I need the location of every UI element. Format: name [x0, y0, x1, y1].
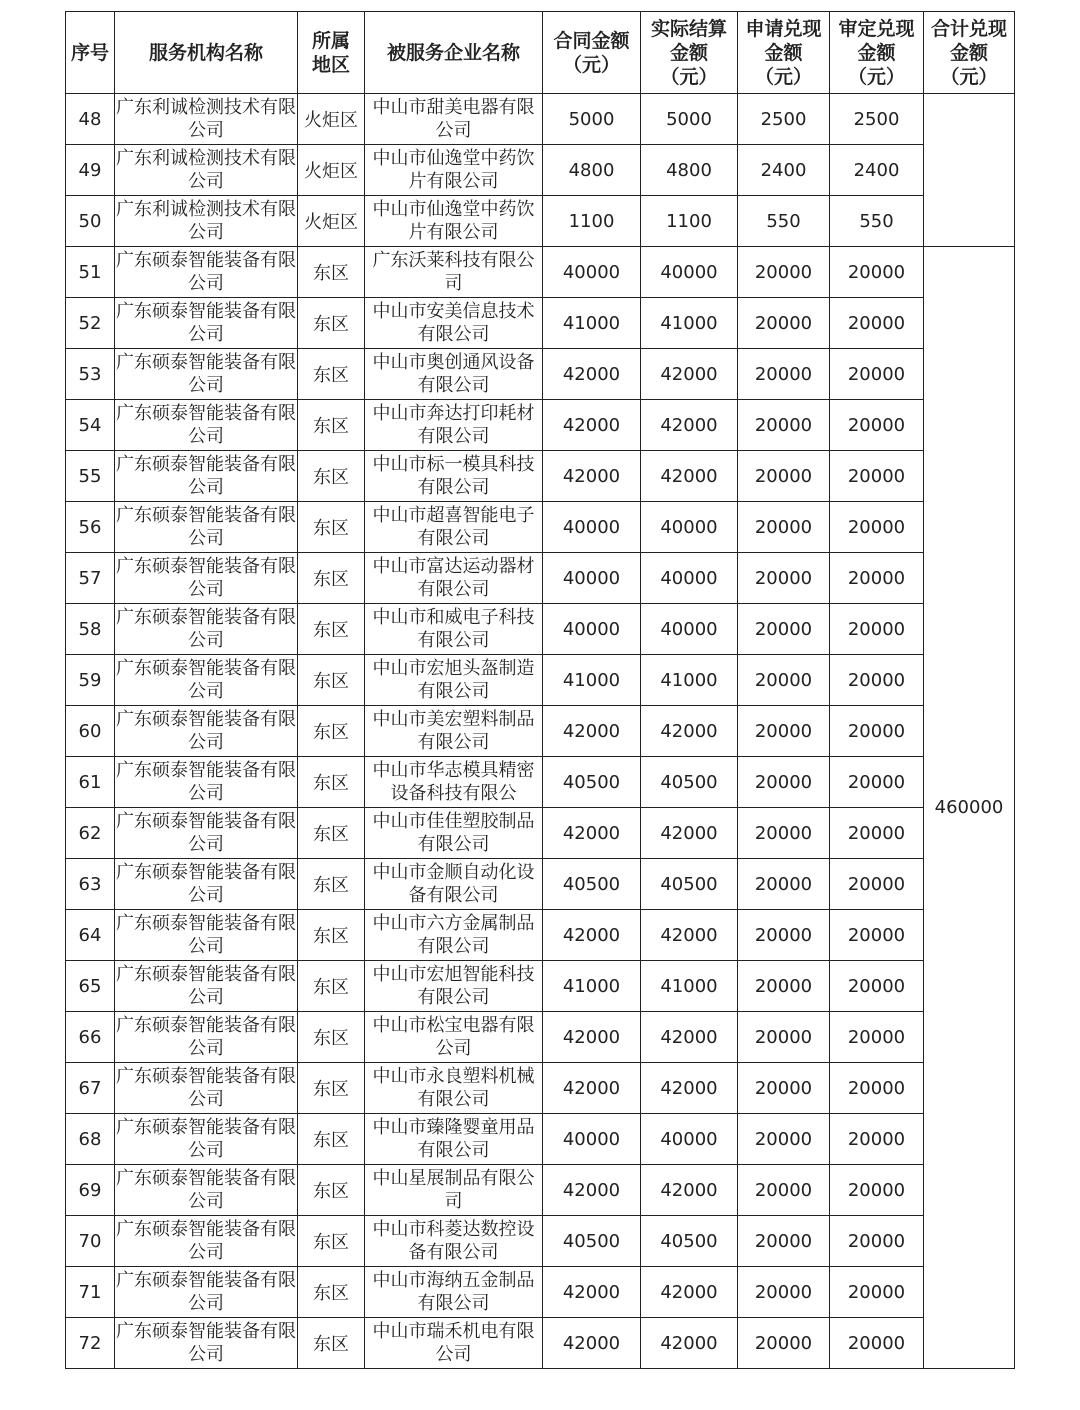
cell-seq: 50: [66, 196, 115, 247]
cell-contract: 42000: [543, 400, 641, 451]
cell-applied: 20000: [738, 1318, 830, 1369]
cell-applied: 2500: [738, 94, 830, 145]
cell-region: 东区: [298, 859, 365, 910]
cell-seq: 62: [66, 808, 115, 859]
table-row: [66, 94, 1015, 145]
cell-region: 东区: [298, 553, 365, 604]
cell-contract: 40000: [543, 604, 641, 655]
cell-seq: 56: [66, 502, 115, 553]
cell-region: 东区: [298, 502, 365, 553]
cell-seq: 54: [66, 400, 115, 451]
cell-company: 中山市六方金属制品有限公司: [365, 910, 543, 961]
table-row: [66, 196, 1015, 247]
cell-contract: 41000: [543, 961, 641, 1012]
cell-contract: 1100: [543, 196, 641, 247]
cell-company: 中山市富达运动器材有限公司: [365, 553, 543, 604]
cell-applied: 20000: [738, 1012, 830, 1063]
cell-agency: 广东硕泰智能装备有限公司: [115, 706, 298, 757]
cell-settled: 41000: [641, 298, 738, 349]
cell-region: 火炬区: [298, 196, 365, 247]
cell-approved: 20000: [830, 910, 924, 961]
cell-applied: 20000: [738, 451, 830, 502]
cell-approved: 20000: [830, 1165, 924, 1216]
cell-settled: 40000: [641, 502, 738, 553]
table-row: [66, 655, 1015, 706]
cell-agency: 广东利诚检测技术有限公司: [115, 196, 298, 247]
cell-agency: 广东硕泰智能装备有限公司: [115, 604, 298, 655]
cell-settled: 40500: [641, 1216, 738, 1267]
cell-seq: 69: [66, 1165, 115, 1216]
cell-applied: 20000: [738, 1216, 830, 1267]
cell-applied: 20000: [738, 502, 830, 553]
cell-agency: 广东硕泰智能装备有限公司: [115, 400, 298, 451]
cell-settled: 1100: [641, 196, 738, 247]
cell-applied: 20000: [738, 808, 830, 859]
cell-agency: 广东硕泰智能装备有限公司: [115, 859, 298, 910]
cell-applied: 20000: [738, 553, 830, 604]
cell-settled: 42000: [641, 400, 738, 451]
cell-approved: 2400: [830, 145, 924, 196]
cell-applied: 20000: [738, 1063, 830, 1114]
header-seq: 序号: [66, 12, 115, 94]
cell-region: 东区: [298, 1267, 365, 1318]
table-row: [66, 247, 1015, 298]
cell-settled: 42000: [641, 451, 738, 502]
cell-contract: 40500: [543, 757, 641, 808]
cell-approved: 20000: [830, 604, 924, 655]
header-total: 合计兑现 金额 （元）: [924, 12, 1015, 94]
cell-seq: 70: [66, 1216, 115, 1267]
cell-agency: 广东硕泰智能装备有限公司: [115, 1165, 298, 1216]
cell-agency: 广东硕泰智能装备有限公司: [115, 1063, 298, 1114]
cell-region: 东区: [298, 451, 365, 502]
cell-agency: 广东硕泰智能装备有限公司: [115, 910, 298, 961]
cell-seq: 49: [66, 145, 115, 196]
cell-approved: 20000: [830, 553, 924, 604]
cell-agency: 广东利诚检测技术有限公司: [115, 145, 298, 196]
table-row: [66, 1063, 1015, 1114]
cell-seq: 63: [66, 859, 115, 910]
cell-company: 中山市金顺自动化设备有限公司: [365, 859, 543, 910]
cell-approved: 550: [830, 196, 924, 247]
cell-settled: 42000: [641, 910, 738, 961]
cell-seq: 64: [66, 910, 115, 961]
table-row: [66, 1267, 1015, 1318]
cell-applied: 20000: [738, 655, 830, 706]
cell-contract: 42000: [543, 1267, 641, 1318]
cell-contract: 4800: [543, 145, 641, 196]
cell-approved: 20000: [830, 1012, 924, 1063]
cell-region: 东区: [298, 961, 365, 1012]
cell-company: 中山市宏旭头盔制造有限公司: [365, 655, 543, 706]
cell-company: 中山市永良塑料机械有限公司: [365, 1063, 543, 1114]
cell-approved: 20000: [830, 1267, 924, 1318]
cell-region: 东区: [298, 400, 365, 451]
cell-agency: 广东硕泰智能装备有限公司: [115, 451, 298, 502]
cell-settled: 41000: [641, 961, 738, 1012]
table-row: [66, 349, 1015, 400]
cell-region: 东区: [298, 1165, 365, 1216]
table-row: [66, 1114, 1015, 1165]
cell-seq: 65: [66, 961, 115, 1012]
cell-contract: 42000: [543, 1063, 641, 1114]
cell-company: 中山市奔达打印耗材有限公司: [365, 400, 543, 451]
cell-region: 东区: [298, 808, 365, 859]
cell-seq: 55: [66, 451, 115, 502]
cell-applied: 20000: [738, 349, 830, 400]
cell-company: 中山星展制品有限公司: [365, 1165, 543, 1216]
cell-settled: 42000: [641, 1012, 738, 1063]
cell-company: 中山市佳佳塑胶制品有限公司: [365, 808, 543, 859]
cell-seq: 59: [66, 655, 115, 706]
cell-applied: 20000: [738, 859, 830, 910]
cell-settled: 40500: [641, 859, 738, 910]
cell-settled: 42000: [641, 1318, 738, 1369]
cell-company: 中山市和威电子科技有限公司: [365, 604, 543, 655]
header-applied: 申请兑现 金额 （元）: [738, 12, 830, 94]
table-row: [66, 1012, 1015, 1063]
table-row: [66, 1318, 1015, 1369]
cell-company: 中山市仙逸堂中药饮片有限公司: [365, 196, 543, 247]
cell-settled: 42000: [641, 706, 738, 757]
cell-region: 火炬区: [298, 94, 365, 145]
header-approved: 审定兑现 金额 （元）: [830, 12, 924, 94]
cell-approved: 20000: [830, 247, 924, 298]
cell-seq: 67: [66, 1063, 115, 1114]
cell-company: 中山市安美信息技术有限公司: [365, 298, 543, 349]
cell-region: 东区: [298, 1012, 365, 1063]
cell-region: 东区: [298, 604, 365, 655]
cell-company: 中山市超喜智能电子有限公司: [365, 502, 543, 553]
cell-settled: 40000: [641, 247, 738, 298]
cell-company: 中山市美宏塑料制品有限公司: [365, 706, 543, 757]
cell-approved: 20000: [830, 859, 924, 910]
cell-approved: 20000: [830, 808, 924, 859]
cell-seq: 66: [66, 1012, 115, 1063]
cell-contract: 42000: [543, 1318, 641, 1369]
cell-approved: 20000: [830, 961, 924, 1012]
cell-seq: 72: [66, 1318, 115, 1369]
cell-total-group-a: [924, 94, 1015, 247]
cell-approved: 2500: [830, 94, 924, 145]
cell-settled: 42000: [641, 1267, 738, 1318]
cell-seq: 52: [66, 298, 115, 349]
cell-seq: 68: [66, 1114, 115, 1165]
cell-company: 中山市海纳五金制品有限公司: [365, 1267, 543, 1318]
cell-contract: 40000: [543, 502, 641, 553]
cell-settled: 40000: [641, 553, 738, 604]
cell-contract: 42000: [543, 910, 641, 961]
cell-settled: 42000: [641, 349, 738, 400]
cell-applied: 20000: [738, 604, 830, 655]
cell-applied: 20000: [738, 247, 830, 298]
cell-approved: 20000: [830, 298, 924, 349]
cell-agency: 广东硕泰智能装备有限公司: [115, 1216, 298, 1267]
cell-company: 中山市松宝电器有限公司: [365, 1012, 543, 1063]
cell-agency: 广东硕泰智能装备有限公司: [115, 808, 298, 859]
cell-applied: 20000: [738, 298, 830, 349]
cell-seq: 58: [66, 604, 115, 655]
cell-company: 广东沃莱科技有限公司: [365, 247, 543, 298]
cell-contract: 40000: [543, 1114, 641, 1165]
cell-contract: 42000: [543, 1012, 641, 1063]
cell-approved: 20000: [830, 451, 924, 502]
cell-seq: 57: [66, 553, 115, 604]
header-company: 被服务企业名称: [365, 12, 543, 94]
cell-applied: 2400: [738, 145, 830, 196]
table-body: [66, 94, 1015, 1369]
cell-region: 东区: [298, 655, 365, 706]
cell-region: 东区: [298, 1216, 365, 1267]
cell-region: 东区: [298, 1063, 365, 1114]
cell-agency: 广东硕泰智能装备有限公司: [115, 1114, 298, 1165]
cell-applied: 20000: [738, 757, 830, 808]
cell-region: 东区: [298, 349, 365, 400]
table-row: [66, 808, 1015, 859]
cell-company: 中山市科菱达数控设备有限公司: [365, 1216, 543, 1267]
cell-company: 中山市奥创通风设备有限公司: [365, 349, 543, 400]
cell-company: 中山市仙逸堂中药饮片有限公司: [365, 145, 543, 196]
cell-region: 火炬区: [298, 145, 365, 196]
cell-agency: 广东硕泰智能装备有限公司: [115, 961, 298, 1012]
cell-applied: 20000: [738, 400, 830, 451]
cell-region: 东区: [298, 910, 365, 961]
cell-region: 东区: [298, 1114, 365, 1165]
table-row: [66, 145, 1015, 196]
cell-seq: 61: [66, 757, 115, 808]
cell-agency: 广东硕泰智能装备有限公司: [115, 553, 298, 604]
cell-contract: 42000: [543, 451, 641, 502]
cell-applied: 20000: [738, 910, 830, 961]
cell-approved: 20000: [830, 1114, 924, 1165]
table-row: [66, 553, 1015, 604]
cell-applied: 20000: [738, 1114, 830, 1165]
header-settled: 实际结算 金额 （元）: [641, 12, 738, 94]
cell-company: 中山市臻隆婴童用品有限公司: [365, 1114, 543, 1165]
cell-agency: 广东硕泰智能装备有限公司: [115, 1318, 298, 1369]
cell-seq: 48: [66, 94, 115, 145]
cell-approved: 20000: [830, 400, 924, 451]
cell-settled: 41000: [641, 655, 738, 706]
cell-agency: 广东硕泰智能装备有限公司: [115, 349, 298, 400]
cell-seq: 53: [66, 349, 115, 400]
cell-company: 中山市甜美电器有限公司: [365, 94, 543, 145]
cell-contract: 40000: [543, 553, 641, 604]
cell-applied: 20000: [738, 1267, 830, 1318]
cell-applied: 20000: [738, 961, 830, 1012]
table-row: [66, 502, 1015, 553]
header-agency: 服务机构名称: [115, 12, 298, 94]
cell-approved: 20000: [830, 349, 924, 400]
cell-agency: 广东硕泰智能装备有限公司: [115, 298, 298, 349]
cell-contract: 5000: [543, 94, 641, 145]
table-row: [66, 1165, 1015, 1216]
cell-company: 中山市华志模具精密设备科技有限公: [365, 757, 543, 808]
cell-approved: 20000: [830, 706, 924, 757]
cell-region: 东区: [298, 1318, 365, 1369]
subsidy-table: [65, 11, 1015, 1369]
cell-seq: 51: [66, 247, 115, 298]
cell-approved: 20000: [830, 1216, 924, 1267]
cell-contract: 40500: [543, 859, 641, 910]
cell-settled: 42000: [641, 808, 738, 859]
cell-approved: 20000: [830, 1063, 924, 1114]
cell-applied: 20000: [738, 706, 830, 757]
table-row: [66, 706, 1015, 757]
table-row: [66, 298, 1015, 349]
cell-total-group-b: 460000: [924, 247, 1015, 1369]
cell-company: 中山市瑞禾机电有限公司: [365, 1318, 543, 1369]
header-contract: 合同金额 （元）: [543, 12, 641, 94]
cell-company: 中山市宏旭智能科技有限公司: [365, 961, 543, 1012]
cell-settled: 42000: [641, 1165, 738, 1216]
cell-contract: 42000: [543, 1165, 641, 1216]
cell-region: 东区: [298, 298, 365, 349]
cell-agency: 广东硕泰智能装备有限公司: [115, 1267, 298, 1318]
cell-applied: 20000: [738, 1165, 830, 1216]
cell-approved: 20000: [830, 502, 924, 553]
table-row: [66, 1216, 1015, 1267]
cell-approved: 20000: [830, 757, 924, 808]
cell-contract: 41000: [543, 298, 641, 349]
cell-seq: 60: [66, 706, 115, 757]
cell-settled: 5000: [641, 94, 738, 145]
cell-contract: 42000: [543, 349, 641, 400]
cell-approved: 20000: [830, 655, 924, 706]
table-row: [66, 961, 1015, 1012]
cell-agency: 广东硕泰智能装备有限公司: [115, 757, 298, 808]
cell-agency: 广东硕泰智能装备有限公司: [115, 502, 298, 553]
cell-approved: 20000: [830, 1318, 924, 1369]
cell-seq: 71: [66, 1267, 115, 1318]
cell-settled: 40000: [641, 604, 738, 655]
cell-region: 东区: [298, 247, 365, 298]
table-row: [66, 859, 1015, 910]
cell-region: 东区: [298, 757, 365, 808]
table-row: [66, 910, 1015, 961]
cell-contract: 40500: [543, 1216, 641, 1267]
cell-settled: 4800: [641, 145, 738, 196]
cell-contract: 42000: [543, 706, 641, 757]
cell-region: 东区: [298, 706, 365, 757]
cell-company: 中山市标一模具科技有限公司: [365, 451, 543, 502]
cell-settled: 42000: [641, 1063, 738, 1114]
cell-settled: 40500: [641, 757, 738, 808]
table-row: [66, 757, 1015, 808]
header-row: [66, 12, 1015, 94]
cell-agency: 广东硕泰智能装备有限公司: [115, 655, 298, 706]
table-row: [66, 451, 1015, 502]
cell-contract: 40000: [543, 247, 641, 298]
cell-agency: 广东硕泰智能装备有限公司: [115, 1012, 298, 1063]
table-row: [66, 400, 1015, 451]
cell-agency: 广东利诚检测技术有限公司: [115, 94, 298, 145]
cell-contract: 42000: [543, 808, 641, 859]
cell-settled: 40000: [641, 1114, 738, 1165]
cell-applied: 550: [738, 196, 830, 247]
cell-agency: 广东硕泰智能装备有限公司: [115, 247, 298, 298]
table-row: [66, 604, 1015, 655]
header-region: 所属 地区: [298, 12, 365, 94]
cell-contract: 41000: [543, 655, 641, 706]
